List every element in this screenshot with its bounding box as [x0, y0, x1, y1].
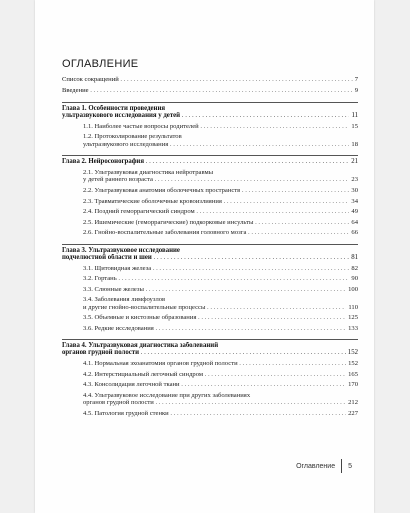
- toc-page-number: 30: [351, 187, 358, 194]
- toc-section[interactable]: [62, 325, 358, 332]
- toc-entry-text: ультразвукового исследования у детей . . .: [62, 112, 358, 119]
- book-page: [35, 0, 374, 513]
- toc-section[interactable]: [62, 169, 358, 184]
- toc-entry[interactable]: [62, 87, 358, 94]
- toc-chapter[interactable]: [62, 247, 358, 262]
- toc-page-number: 9: [354, 86, 358, 94]
- chapter-divider: [62, 102, 358, 103]
- toc-page-number: 23: [351, 176, 358, 184]
- toc-entry-text: Глава 2. Нейросонография . . .: [62, 158, 358, 165]
- toc-chapter[interactable]: [62, 158, 358, 165]
- toc-page-number: 152: [348, 360, 358, 368]
- toc-section[interactable]: [62, 123, 358, 130]
- toc-entry-text: 2.1. Ультразвуковая диагностика нейротравмы: [83, 169, 214, 177]
- toc-entry-text: Глава 1. Особенности проведения: [62, 104, 166, 112]
- toc-section[interactable]: [62, 410, 358, 417]
- toc-page-number: 100: [348, 285, 358, 293]
- chapter-divider: [62, 339, 358, 340]
- toc-entry-text: 2.3. Травматические оболочечные кровоизлияния . . .: [83, 198, 358, 205]
- toc-entry-text: 2.6. Гнойно-воспалительные заболевания головного мозга . . .: [83, 229, 358, 236]
- toc-entry-text: 4.2. Интерстициальный легочный синдром . . .: [83, 371, 358, 378]
- toc-page-number: 133: [348, 324, 358, 332]
- toc-page-number: 82: [351, 264, 358, 272]
- toc-entry-text: 4.1. Нормальная эхоанатомия органов грудной полости . . .: [83, 360, 358, 367]
- toc-entry-text: 2.5. Ишемические (геморрагические) подкорковые инсульты . . .: [83, 219, 358, 226]
- toc-section[interactable]: [62, 371, 358, 378]
- toc-section[interactable]: [62, 275, 358, 282]
- toc-entry-text: 3.2. Гортань . . .: [83, 275, 358, 282]
- toc-entry-text: 4.5. Патология грудной стенки . . .: [83, 410, 358, 417]
- footer-page-number: 5: [348, 462, 352, 470]
- toc-page-number: 34: [351, 197, 358, 205]
- chapter-divider: [62, 155, 358, 156]
- toc-entry-text: органов грудной полости . . .: [83, 399, 358, 406]
- toc-page-number: 165: [348, 370, 358, 378]
- toc-entry-text: 2.2. Ультразвуковая анатомия оболочечных пространств . . .: [83, 187, 358, 194]
- toc-section[interactable]: [62, 229, 358, 236]
- toc-entry-text: 3.4. Заболевания лимфоузлов: [83, 296, 166, 304]
- toc-entry-text: ультразвукового исследования . . .: [83, 141, 358, 148]
- toc-chapter[interactable]: [62, 342, 358, 357]
- toc-page-number: 64: [351, 218, 358, 226]
- toc-section[interactable]: [62, 392, 358, 407]
- toc-section[interactable]: [62, 208, 358, 215]
- toc-entry-text: подчелюстной области и шеи . . .: [62, 254, 358, 261]
- toc-entry-text: 4.4. Ультразвуковое исследование при других заболеваниях: [83, 391, 251, 399]
- toc-page-number: 11: [351, 111, 358, 119]
- toc-section[interactable]: [62, 296, 358, 311]
- footer-divider: [341, 459, 342, 473]
- toc-page-number: 18: [351, 140, 358, 148]
- footer-label: Оглавление: [296, 462, 336, 470]
- toc-entry-text: органов грудной полости . . .: [62, 349, 358, 356]
- toc-section[interactable]: [62, 133, 358, 148]
- chapter-divider: [62, 244, 358, 245]
- toc-section[interactable]: [62, 198, 358, 205]
- toc-page-number: 125: [348, 314, 358, 322]
- toc-entry-text: Глава 3. Ультразвуковое исследование: [62, 246, 180, 254]
- toc-entry-text: Глава 4. Ультразвуковая диагностика заболеваний: [62, 342, 219, 350]
- page-title: ОГЛАВЛЕНИЕ: [62, 58, 139, 70]
- toc-page-number: 49: [351, 208, 358, 215]
- toc-page-number: 152: [347, 349, 358, 357]
- toc-entry-text: 3.5. Объемные и кистозные образования . . .: [83, 314, 358, 321]
- toc-section[interactable]: [62, 219, 358, 226]
- toc-entry-text: у детей раннего возраста . . .: [83, 176, 358, 183]
- toc-entry-text: 1.2. Протоколирование результатов: [83, 133, 182, 141]
- toc-page-number: 15: [351, 122, 358, 130]
- toc-entry-text: Список сокращений . . .: [62, 76, 358, 83]
- toc-section[interactable]: [62, 381, 358, 388]
- toc-page-number: 212: [348, 399, 358, 407]
- toc-page-number: 66: [351, 229, 358, 236]
- toc-chapter[interactable]: [62, 105, 358, 120]
- toc-page-number: 7: [354, 76, 358, 83]
- toc-entry-text: 4.3. Консолидация легочной ткани . . .: [83, 381, 358, 388]
- toc-entry-text: 3.1. Щитовидная железа . . .: [83, 265, 358, 272]
- toc-entry-text: 3.6. Редкие исследования . . .: [83, 325, 358, 332]
- toc-entry-text: Введение . . .: [62, 87, 358, 94]
- toc-page-number: 21: [351, 158, 358, 166]
- toc-entry-text: 3.3. Слюнные железы . . .: [83, 286, 358, 293]
- toc-entry-text: и другие гнойно-воспалительные процессы . . .: [83, 304, 358, 311]
- toc-page-number: 90: [351, 275, 358, 283]
- toc-page-number: 81: [351, 253, 358, 261]
- toc-section[interactable]: [62, 286, 358, 293]
- toc-section[interactable]: [62, 265, 358, 272]
- toc-entry-text: 1.1. Наиболее частые вопросы родителей . . .: [83, 123, 358, 130]
- running-footer: [296, 459, 352, 473]
- toc-page-number: 110: [348, 303, 358, 311]
- toc-page-number: 170: [348, 381, 358, 389]
- toc-section[interactable]: [62, 314, 358, 321]
- toc-section[interactable]: [62, 187, 358, 194]
- toc-entry-text: 2.4. Поздний геморрагический синдром . . .: [83, 208, 358, 215]
- toc-page-number: 227: [348, 409, 358, 417]
- toc-section[interactable]: [62, 360, 358, 367]
- toc-entry[interactable]: [62, 76, 358, 83]
